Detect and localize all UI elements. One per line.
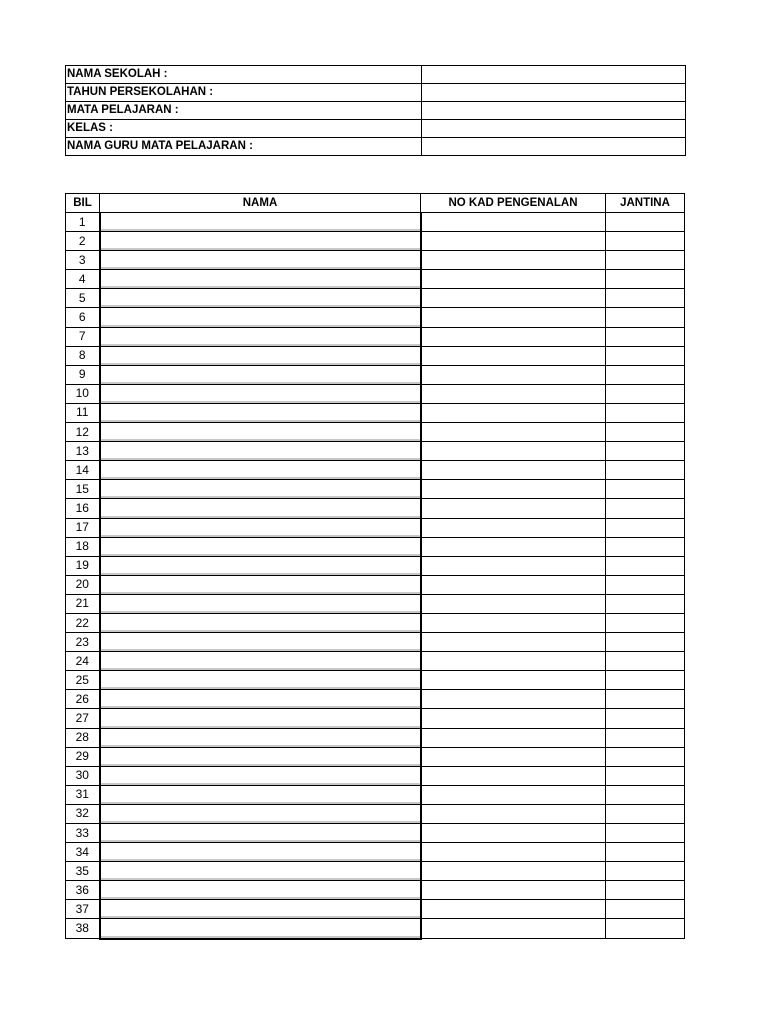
row-nama-cell[interactable] — [100, 213, 421, 232]
row-jantina-cell[interactable] — [606, 594, 685, 613]
row-jantina-cell[interactable] — [606, 213, 685, 232]
row-jantina-cell[interactable] — [606, 824, 685, 843]
info-row — [66, 138, 686, 156]
row-jantina-cell[interactable] — [606, 346, 685, 365]
row-no-kad-pengenalan-cell[interactable] — [421, 518, 606, 537]
table-row — [66, 403, 685, 422]
row-nama-cell[interactable] — [100, 785, 421, 804]
student-table-body — [66, 213, 685, 939]
row-nama-cell[interactable] — [100, 881, 421, 900]
row-no-kad-pengenalan-cell[interactable] — [421, 403, 606, 422]
table-row — [66, 346, 685, 365]
row-nama-cell[interactable] — [100, 423, 421, 442]
row-jantina-cell[interactable] — [606, 251, 685, 270]
row-no-kad-pengenalan-cell[interactable] — [421, 613, 606, 632]
row-bil-cell: 29 — [66, 747, 100, 766]
row-no-kad-pengenalan-cell[interactable] — [421, 442, 606, 461]
table-row — [66, 709, 685, 728]
table-row — [66, 633, 685, 652]
table-row — [66, 480, 685, 499]
info-table — [65, 65, 686, 156]
header-bil: BIL — [66, 194, 100, 213]
row-no-kad-pengenalan-cell[interactable] — [421, 232, 606, 251]
row-bil-cell: 5 — [66, 289, 100, 308]
row-jantina-cell[interactable] — [606, 442, 685, 461]
info-row — [66, 102, 686, 120]
row-jantina-cell[interactable] — [606, 862, 685, 881]
row-nama-cell[interactable] — [100, 537, 421, 556]
info-value-field[interactable] — [422, 84, 686, 102]
table-row — [66, 556, 685, 575]
row-bil-cell: 20 — [66, 575, 100, 594]
row-jantina-cell[interactable] — [606, 785, 685, 804]
row-jantina-cell[interactable] — [606, 728, 685, 747]
table-row — [66, 824, 685, 843]
row-no-kad-pengenalan-cell[interactable] — [421, 843, 606, 862]
table-row — [66, 289, 685, 308]
row-no-kad-pengenalan-cell[interactable] — [421, 804, 606, 823]
row-nama-cell[interactable] — [100, 232, 421, 251]
row-bil-cell: 15 — [66, 480, 100, 499]
row-nama-cell[interactable] — [100, 804, 421, 823]
row-nama-cell[interactable] — [100, 556, 421, 575]
row-nama-cell[interactable] — [100, 480, 421, 499]
row-no-kad-pengenalan-cell[interactable] — [421, 824, 606, 843]
row-no-kad-pengenalan-cell[interactable] — [421, 480, 606, 499]
row-no-kad-pengenalan-cell[interactable] — [421, 900, 606, 919]
row-no-kad-pengenalan-cell[interactable] — [421, 575, 606, 594]
row-nama-cell[interactable] — [100, 862, 421, 881]
row-no-kad-pengenalan-cell[interactable] — [421, 423, 606, 442]
row-no-kad-pengenalan-cell[interactable] — [421, 766, 606, 785]
row-jantina-cell[interactable] — [606, 919, 685, 939]
row-jantina-cell[interactable] — [606, 270, 685, 289]
row-bil-cell: 6 — [66, 308, 100, 327]
row-jantina-cell[interactable] — [606, 633, 685, 652]
row-nama-cell[interactable] — [100, 442, 421, 461]
table-row — [66, 518, 685, 537]
row-no-kad-pengenalan-cell[interactable] — [421, 499, 606, 518]
row-nama-cell[interactable] — [100, 346, 421, 365]
row-no-kad-pengenalan-cell[interactable] — [421, 633, 606, 652]
row-nama-cell[interactable] — [100, 766, 421, 785]
row-no-kad-pengenalan-cell[interactable] — [421, 270, 606, 289]
table-row — [66, 537, 685, 556]
row-bil-cell: 19 — [66, 556, 100, 575]
table-row — [66, 785, 685, 804]
info-value-field[interactable] — [422, 66, 686, 84]
info-row — [66, 84, 686, 102]
row-bil-cell: 10 — [66, 384, 100, 403]
row-bil-cell: 17 — [66, 518, 100, 537]
row-bil-cell: 11 — [66, 403, 100, 422]
student-table — [65, 193, 685, 940]
row-bil-cell: 14 — [66, 461, 100, 480]
row-no-kad-pengenalan-cell[interactable] — [421, 652, 606, 671]
header-row — [66, 194, 685, 213]
row-bil-cell: 7 — [66, 327, 100, 346]
info-value-field[interactable] — [422, 102, 686, 120]
table-row — [66, 804, 685, 823]
header-nama: NAMA — [100, 194, 421, 213]
info-row — [66, 66, 686, 84]
row-nama-cell[interactable] — [100, 327, 421, 346]
table-row — [66, 862, 685, 881]
row-bil-cell: 2 — [66, 232, 100, 251]
row-nama-cell[interactable] — [100, 633, 421, 652]
table-row — [66, 690, 685, 709]
row-jantina-cell[interactable] — [606, 575, 685, 594]
row-nama-cell[interactable] — [100, 690, 421, 709]
info-label: TAHUN PERSEKOLAHAN : — [66, 84, 422, 102]
row-jantina-cell[interactable] — [606, 289, 685, 308]
table-row — [66, 613, 685, 632]
row-bil-cell: 12 — [66, 423, 100, 442]
row-bil-cell: 24 — [66, 652, 100, 671]
row-bil-cell: 30 — [66, 766, 100, 785]
row-jantina-cell[interactable] — [606, 766, 685, 785]
row-bil-cell: 27 — [66, 709, 100, 728]
row-jantina-cell[interactable] — [606, 537, 685, 556]
row-nama-cell[interactable] — [100, 652, 421, 671]
info-label: KELAS : — [66, 120, 422, 138]
row-nama-cell[interactable] — [100, 289, 421, 308]
row-nama-cell[interactable] — [100, 671, 421, 690]
row-no-kad-pengenalan-cell[interactable] — [421, 556, 606, 575]
row-no-kad-pengenalan-cell[interactable] — [421, 690, 606, 709]
row-no-kad-pengenalan-cell[interactable] — [421, 709, 606, 728]
row-bil-cell: 36 — [66, 881, 100, 900]
row-no-kad-pengenalan-cell[interactable] — [421, 461, 606, 480]
row-no-kad-pengenalan-cell[interactable] — [421, 594, 606, 613]
table-row — [66, 728, 685, 747]
row-nama-cell[interactable] — [100, 384, 421, 403]
row-nama-cell[interactable] — [100, 403, 421, 422]
table-row — [66, 499, 685, 518]
row-no-kad-pengenalan-cell[interactable] — [421, 308, 606, 327]
row-nama-cell[interactable] — [100, 575, 421, 594]
row-bil-cell: 1 — [66, 213, 100, 232]
table-row — [66, 327, 685, 346]
row-jantina-cell[interactable] — [606, 881, 685, 900]
row-jantina-cell[interactable] — [606, 671, 685, 690]
row-nama-cell[interactable] — [100, 747, 421, 766]
table-row — [66, 747, 685, 766]
row-nama-cell[interactable] — [100, 251, 421, 270]
info-label: NAMA GURU MATA PELAJARAN : — [66, 138, 422, 156]
row-jantina-cell[interactable] — [606, 690, 685, 709]
row-nama-cell[interactable] — [100, 919, 421, 939]
row-jantina-cell[interactable] — [606, 652, 685, 671]
table-row — [66, 900, 685, 919]
table-row — [66, 270, 685, 289]
row-no-kad-pengenalan-cell[interactable] — [421, 881, 606, 900]
row-nama-cell[interactable] — [100, 518, 421, 537]
student-table-header — [66, 194, 685, 213]
row-jantina-cell[interactable] — [606, 480, 685, 499]
row-jantina-cell[interactable] — [606, 308, 685, 327]
table-row — [66, 423, 685, 442]
row-no-kad-pengenalan-cell[interactable] — [421, 919, 606, 939]
row-bil-cell: 9 — [66, 365, 100, 384]
row-nama-cell[interactable] — [100, 613, 421, 632]
row-jantina-cell[interactable] — [606, 613, 685, 632]
row-jantina-cell[interactable] — [606, 232, 685, 251]
table-row — [66, 652, 685, 671]
row-bil-cell: 38 — [66, 919, 100, 939]
row-jantina-cell[interactable] — [606, 403, 685, 422]
table-row — [66, 843, 685, 862]
row-nama-cell[interactable] — [100, 365, 421, 384]
row-no-kad-pengenalan-cell[interactable] — [421, 289, 606, 308]
row-jantina-cell[interactable] — [606, 900, 685, 919]
row-bil-cell: 18 — [66, 537, 100, 556]
row-bil-cell: 8 — [66, 346, 100, 365]
row-no-kad-pengenalan-cell[interactable] — [421, 785, 606, 804]
row-bil-cell: 25 — [66, 671, 100, 690]
row-jantina-cell[interactable] — [606, 804, 685, 823]
row-jantina-cell[interactable] — [606, 423, 685, 442]
row-no-kad-pengenalan-cell[interactable] — [421, 365, 606, 384]
table-row — [66, 251, 685, 270]
row-nama-cell[interactable] — [100, 843, 421, 862]
row-no-kad-pengenalan-cell[interactable] — [421, 747, 606, 766]
table-row — [66, 365, 685, 384]
table-row — [66, 461, 685, 480]
row-jantina-cell[interactable] — [606, 499, 685, 518]
row-bil-cell: 13 — [66, 442, 100, 461]
row-no-kad-pengenalan-cell[interactable] — [421, 346, 606, 365]
table-row — [66, 575, 685, 594]
table-row — [66, 213, 685, 232]
row-bil-cell: 22 — [66, 613, 100, 632]
table-row — [66, 766, 685, 785]
row-jantina-cell[interactable] — [606, 518, 685, 537]
info-label: MATA PELAJARAN : — [66, 102, 422, 120]
row-no-kad-pengenalan-cell[interactable] — [421, 213, 606, 232]
row-no-kad-pengenalan-cell[interactable] — [421, 327, 606, 346]
row-nama-cell[interactable] — [100, 461, 421, 480]
row-no-kad-pengenalan-cell[interactable] — [421, 384, 606, 403]
header-jantina: JANTINA — [606, 194, 685, 213]
row-nama-cell[interactable] — [100, 900, 421, 919]
row-no-kad-pengenalan-cell[interactable] — [421, 537, 606, 556]
table-row — [66, 671, 685, 690]
row-bil-cell: 37 — [66, 900, 100, 919]
row-bil-cell: 35 — [66, 862, 100, 881]
info-value-field[interactable] — [422, 120, 686, 138]
row-bil-cell: 4 — [66, 270, 100, 289]
row-bil-cell: 28 — [66, 728, 100, 747]
row-bil-cell: 16 — [66, 499, 100, 518]
row-jantina-cell[interactable] — [606, 461, 685, 480]
info-label: NAMA SEKOLAH : — [66, 66, 422, 84]
row-no-kad-pengenalan-cell[interactable] — [421, 728, 606, 747]
info-table-body — [66, 66, 686, 156]
table-row — [66, 442, 685, 461]
row-bil-cell: 26 — [66, 690, 100, 709]
row-jantina-cell[interactable] — [606, 365, 685, 384]
info-row — [66, 120, 686, 138]
info-value-field[interactable] — [422, 138, 686, 156]
table-row — [66, 919, 685, 939]
row-jantina-cell[interactable] — [606, 709, 685, 728]
row-bil-cell: 34 — [66, 843, 100, 862]
row-bil-cell: 23 — [66, 633, 100, 652]
row-jantina-cell[interactable] — [606, 556, 685, 575]
table-row — [66, 308, 685, 327]
row-nama-cell[interactable] — [100, 594, 421, 613]
table-row — [66, 232, 685, 251]
row-nama-cell[interactable] — [100, 824, 421, 843]
row-bil-cell: 21 — [66, 594, 100, 613]
row-bil-cell: 32 — [66, 804, 100, 823]
table-row — [66, 881, 685, 900]
header-no-kad-pengenalan: NO KAD PENGENALAN — [421, 194, 606, 213]
row-nama-cell[interactable] — [100, 709, 421, 728]
row-no-kad-pengenalan-cell[interactable] — [421, 862, 606, 881]
row-jantina-cell[interactable] — [606, 747, 685, 766]
table-row — [66, 384, 685, 403]
row-jantina-cell[interactable] — [606, 384, 685, 403]
row-nama-cell[interactable] — [100, 728, 421, 747]
row-jantina-cell[interactable] — [606, 843, 685, 862]
row-bil-cell: 31 — [66, 785, 100, 804]
row-jantina-cell[interactable] — [606, 327, 685, 346]
row-bil-cell: 3 — [66, 251, 100, 270]
row-nama-cell[interactable] — [100, 270, 421, 289]
row-bil-cell: 33 — [66, 824, 100, 843]
row-no-kad-pengenalan-cell[interactable] — [421, 251, 606, 270]
row-nama-cell[interactable] — [100, 499, 421, 518]
row-no-kad-pengenalan-cell[interactable] — [421, 671, 606, 690]
table-row — [66, 594, 685, 613]
row-nama-cell[interactable] — [100, 308, 421, 327]
